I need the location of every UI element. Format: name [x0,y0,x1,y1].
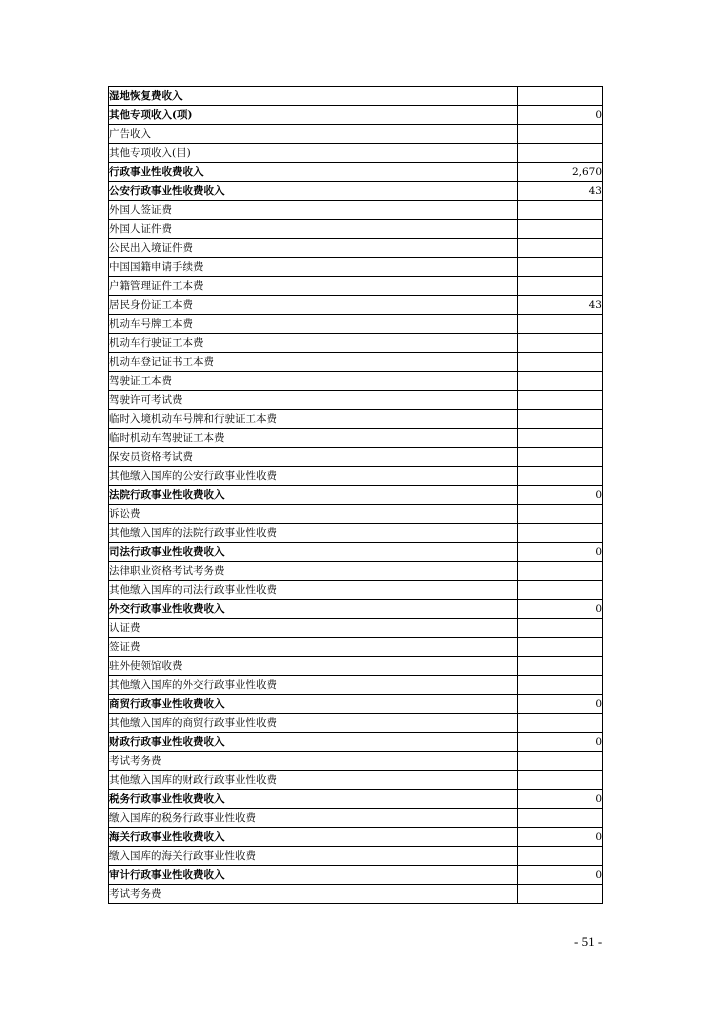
item-value-cell [518,714,603,733]
table-row [109,372,603,391]
table-row [109,828,603,847]
item-value-cell: 43 [518,296,603,315]
item-value-cell [518,334,603,353]
item-value-cell [518,505,603,524]
item-name-cell: 湿地恢复费收入 [109,87,518,106]
item-value-cell [518,448,603,467]
table-row [109,106,603,125]
table-row [109,600,603,619]
item-value-cell [518,220,603,239]
item-name-cell: 其他缴入国库的商贸行政事业性收费 [109,714,518,733]
item-value-cell [518,258,603,277]
item-name-cell: 其他专项收入(目) [109,144,518,163]
item-name-cell: 外国人证件费 [109,220,518,239]
table-row [109,144,603,163]
item-name-cell: 外交行政事业性收费收入 [109,600,518,619]
item-value-cell: 0 [518,600,603,619]
table-row [109,885,603,904]
item-value-cell: 0 [518,828,603,847]
item-name-cell: 考试考务费 [109,752,518,771]
table-row [109,657,603,676]
table-row [109,334,603,353]
item-value-cell [518,752,603,771]
item-name-cell: 海关行政事业性收费收入 [109,828,518,847]
item-value-cell [518,581,603,600]
item-value-cell [518,809,603,828]
item-name-cell: 法院行政事业性收费收入 [109,486,518,505]
item-value-cell [518,847,603,866]
item-name-cell: 中国国籍申请手续费 [109,258,518,277]
item-name-cell: 机动车号牌工本费 [109,315,518,334]
item-value-cell [518,676,603,695]
item-name-cell: 驻外使领馆收费 [109,657,518,676]
table-row [109,410,603,429]
table-row [109,125,603,144]
table-row [109,467,603,486]
item-name-cell: 法律职业资格考试考务费 [109,562,518,581]
item-value-cell [518,201,603,220]
item-value-cell [518,87,603,106]
item-name-cell: 临时入境机动车号牌和行驶证工本费 [109,410,518,429]
table-row [109,448,603,467]
item-value-cell: 0 [518,486,603,505]
item-name-cell: 行政事业性收费收入 [109,163,518,182]
item-name-cell: 其他缴入国库的公安行政事业性收费 [109,467,518,486]
item-value-cell [518,315,603,334]
item-name-cell: 其他缴入国库的外交行政事业性收费 [109,676,518,695]
item-name-cell: 审计行政事业性收费收入 [109,866,518,885]
item-name-cell: 公安行政事业性收费收入 [109,182,518,201]
item-name-cell: 外国人签证费 [109,201,518,220]
table-row [109,524,603,543]
item-name-cell: 司法行政事业性收费收入 [109,543,518,562]
item-name-cell: 考试考务费 [109,885,518,904]
item-value-cell [518,429,603,448]
table-row [109,505,603,524]
item-name-cell: 公民出入境证件费 [109,239,518,258]
table-row [109,239,603,258]
item-name-cell: 驾驶证工本费 [109,372,518,391]
table-row [109,809,603,828]
item-name-cell: 诉讼费 [109,505,518,524]
item-name-cell: 临时机动车驾驶证工本费 [109,429,518,448]
item-name-cell: 机动车登记证书工本费 [109,353,518,372]
item-value-cell [518,144,603,163]
table-row [109,296,603,315]
item-value-cell [518,524,603,543]
table-row [109,182,603,201]
table-body [109,87,603,904]
table-row [109,638,603,657]
table-row [109,695,603,714]
table-row [109,391,603,410]
item-value-cell [518,277,603,296]
item-value-cell [518,657,603,676]
table-row [109,562,603,581]
item-value-cell: 43 [518,182,603,201]
table-row [109,258,603,277]
item-name-cell: 商贸行政事业性收费收入 [109,695,518,714]
item-value-cell [518,771,603,790]
item-name-cell: 居民身份证工本费 [109,296,518,315]
table-row [109,676,603,695]
item-name-cell: 其他缴入国库的法院行政事业性收费 [109,524,518,543]
item-value-cell: 2,670 [518,163,603,182]
item-value-cell [518,885,603,904]
item-name-cell: 财政行政事业性收费收入 [109,733,518,752]
item-name-cell: 其他专项收入(项) [109,106,518,125]
table-row [109,543,603,562]
item-value-cell: 0 [518,866,603,885]
page-number: - 51 - [574,934,603,949]
item-name-cell: 其他缴入国库的财政行政事业性收费 [109,771,518,790]
item-value-cell [518,410,603,429]
item-value-cell [518,391,603,410]
item-value-cell: 0 [518,106,603,125]
table-row [109,714,603,733]
table-row [109,619,603,638]
item-value-cell [518,619,603,638]
item-value-cell: 0 [518,790,603,809]
item-value-cell: 0 [518,733,603,752]
item-value-cell: 0 [518,695,603,714]
item-value-cell [518,239,603,258]
item-name-cell: 认证费 [109,619,518,638]
item-name-cell: 广告收入 [109,125,518,144]
item-value-cell: 0 [518,543,603,562]
table-row [109,201,603,220]
table-row [109,847,603,866]
table-row [109,866,603,885]
table-row [109,581,603,600]
table-row [109,277,603,296]
table-row [109,163,603,182]
item-name-cell: 保安员资格考试费 [109,448,518,467]
item-value-cell [518,467,603,486]
item-name-cell: 缴入国库的税务行政事业性收费 [109,809,518,828]
item-value-cell [518,125,603,144]
item-name-cell: 签证费 [109,638,518,657]
table-row [109,486,603,505]
item-name-cell: 税务行政事业性收费收入 [109,790,518,809]
table-row [109,220,603,239]
table-row [109,87,603,106]
table-row [109,353,603,372]
budget-table [108,86,603,904]
table-row [109,733,603,752]
item-name-cell: 缴入国库的海关行政事业性收费 [109,847,518,866]
table-row [109,752,603,771]
table-row [109,429,603,448]
item-value-cell [518,562,603,581]
table-row [109,315,603,334]
item-name-cell: 户籍管理证件工本费 [109,277,518,296]
table-row [109,771,603,790]
item-value-cell [518,372,603,391]
table-row [109,790,603,809]
item-value-cell [518,638,603,657]
item-name-cell: 机动车行驶证工本费 [109,334,518,353]
item-name-cell: 其他缴入国库的司法行政事业性收费 [109,581,518,600]
item-value-cell [518,353,603,372]
item-name-cell: 驾驶许可考试费 [109,391,518,410]
